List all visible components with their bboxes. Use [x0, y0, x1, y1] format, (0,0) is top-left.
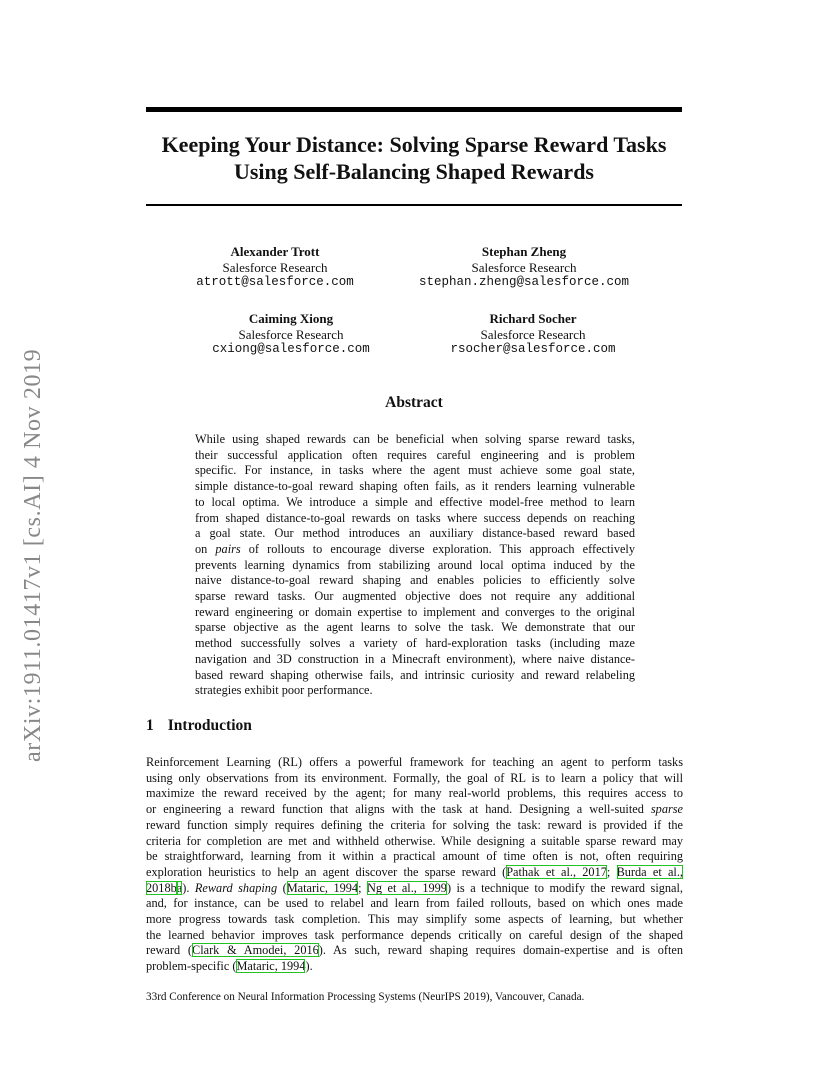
- author-name: Alexander Trott: [230, 244, 320, 259]
- citation-link[interactable]: Mataric, 1994: [286, 880, 359, 895]
- author-email[interactable]: atrott@salesforce.com: [196, 275, 354, 289]
- intro-line: reward function simply requires defining the criteria for solving the task: reward is provided if the: [146, 817, 683, 832]
- citation-link[interactable]: 2018b: [146, 880, 177, 895]
- intro-text: (: [277, 880, 287, 895]
- intro-text: ) is a technique to modify the reward signal,: [446, 880, 684, 895]
- paper-title: [120, 131, 708, 185]
- intro-line: [146, 865, 683, 881]
- intro-line: [146, 881, 683, 897]
- author-name: Caiming Xiong: [248, 311, 334, 326]
- intro-text: reward (: [146, 943, 192, 958]
- intro-line: more progress towards task completion. This may simplify some aspects of learning, but whether: [146, 912, 683, 927]
- intro-line: and, for instance, can be used to relabel and learn from failed rollouts, based on which ones made: [146, 896, 683, 911]
- citation-link[interactable]: Clark & Amodei, 2016: [192, 943, 319, 958]
- intro-text: exploration heuristics to help an agent discover the sparse reward (: [146, 864, 507, 879]
- intro-text: ).: [182, 880, 195, 895]
- intro-line: [146, 802, 683, 818]
- abstract-text: on: [195, 541, 208, 556]
- author-email[interactable]: stephan.zheng@salesforce.com: [418, 275, 630, 289]
- abstract-line: their successful application often requires careful engineering and is problem: [195, 447, 635, 462]
- intro-line: criteria for completion are met and withheld otherwise. While designing a suitable sparse reward may: [146, 833, 683, 848]
- author-affiliation: Salesforce Research: [238, 326, 344, 342]
- abstract-line: specific. For instance, in tasks where the agent must achieve some goal state,: [195, 463, 635, 478]
- author-name: Richard Socher: [489, 311, 577, 326]
- intro-line: the learned behavior improves task performance depends critically on careful design of the shaped: [146, 927, 683, 942]
- abstract-line: strategies exhibit poor performance.: [195, 683, 373, 698]
- section-title: Introduction: [167, 717, 252, 734]
- abstract-emphasis: pairs: [215, 541, 241, 556]
- author-block: [145, 244, 405, 291]
- author-block: [403, 311, 663, 358]
- author-affiliation: Salesforce Research: [471, 259, 577, 275]
- title-rule-bottom: [146, 204, 682, 206]
- intro-line: be straightforward, learning from it within a practical amount of time often is not, often requiring: [146, 849, 683, 864]
- intro-text: or engineering a reward function that aligns with the task at hand. Designing a well-suited: [146, 802, 644, 817]
- abstract-line: naive distance-to-goal reward shaping and enables policies to efficiently solve: [195, 573, 635, 588]
- author-affiliation: Salesforce Research: [222, 259, 328, 275]
- title-line-1: Keeping Your Distance: Solving Sparse Reward Tasks: [161, 132, 667, 157]
- intro-line: Reinforcement Learning (RL) offers a powerful framework for teaching an agent to perform tasks: [146, 755, 683, 769]
- abstract-line: from shaped distance-to-goal rewards on tasks where success depends on reaching: [195, 510, 635, 525]
- abstract-line-pairs: [195, 542, 635, 558]
- arxiv-stamp: arXiv:1911.01417v1 [cs.AI] 4 Nov 2019: [20, 348, 46, 762]
- intro-text: ). As such, reward shaping requires domain-expertise and is often: [318, 943, 683, 958]
- author-name: Stephan Zheng: [481, 244, 567, 259]
- intro-line: [146, 943, 683, 959]
- citation-link[interactable]: Ng et al., 1999: [366, 880, 447, 895]
- intro-line: maximize the reward received by the agent; for many real-world problems, this requires access to: [146, 786, 683, 801]
- citation-link[interactable]: Burda et al.,: [616, 864, 683, 879]
- intro-emphasis: Reward shaping: [194, 880, 278, 895]
- conference-footnote: 33rd Conference on Neural Information Processing Systems (NeurIPS 2019), Vancouver, Canada.: [146, 991, 585, 1003]
- abstract-line: method successfully solves a variety of hard-exploration tasks (including maze: [195, 636, 635, 651]
- section-heading: [146, 717, 252, 735]
- title-line-2: Using Self-Balancing Shaped Rewards: [233, 159, 594, 184]
- abstract-body: [195, 432, 635, 699]
- abstract-line: simple distance-to-goal reward shaping often fails, as it renders learning vulnerable: [195, 479, 635, 494]
- author-email[interactable]: rsocher@salesforce.com: [450, 342, 616, 356]
- abstract-line: based reward shaping otherwise fails, and intrinsic curiosity and reward relabeling: [195, 667, 635, 682]
- author-email[interactable]: cxiong@salesforce.com: [212, 342, 370, 356]
- abstract-line: sparse reward tasks. Our augmented objective does not require any additional: [195, 589, 635, 604]
- citation-link[interactable]: a: [176, 880, 183, 895]
- abstract-line: sparse objective as the agent learns to solve the task. We demonstrate that our: [195, 620, 635, 635]
- intro-emphasis: sparse: [650, 802, 684, 817]
- intro-text: ;: [358, 880, 367, 895]
- intro-text: ;: [606, 864, 617, 879]
- intro-text: ).: [305, 959, 313, 974]
- author-block: [161, 311, 421, 358]
- abstract-heading: Abstract: [385, 394, 443, 411]
- citation-link[interactable]: Pathak et al., 2017: [506, 864, 607, 879]
- citation-link[interactable]: Mataric, 1994: [236, 959, 306, 974]
- abstract-line: a goal state. Our method introduces an auxiliary distance-based reward based: [195, 526, 635, 541]
- intro-line: [146, 959, 683, 975]
- author-affiliation: Salesforce Research: [480, 326, 586, 342]
- intro-line: using only observations from its environment. Formally, the goal of RL is to learn a policy that will: [146, 770, 683, 785]
- abstract-line: to local optima. We introduce a simple and effective model-free method to learn: [195, 494, 635, 509]
- abstract-line: reward engineering or domain expertise to implement and converges to the original: [195, 604, 635, 619]
- intro-text: problem-specific (: [146, 959, 237, 974]
- abstract-line: While using shaped rewards can be beneficial when solving sparse reward tasks,: [195, 432, 635, 446]
- title-rule-top: [146, 107, 682, 112]
- abstract-text: of rollouts to encourage diverse exploration. This approach effectively: [248, 541, 636, 556]
- intro-paragraph: [146, 755, 683, 975]
- section-number: 1: [146, 717, 154, 734]
- abstract-line: navigation and 3D construction in a Minecraft environment), where naive distance-: [195, 651, 635, 666]
- abstract-line: prevents learning dynamics from stabilizing around local optima induced by the: [195, 557, 635, 572]
- author-block: [394, 244, 654, 291]
